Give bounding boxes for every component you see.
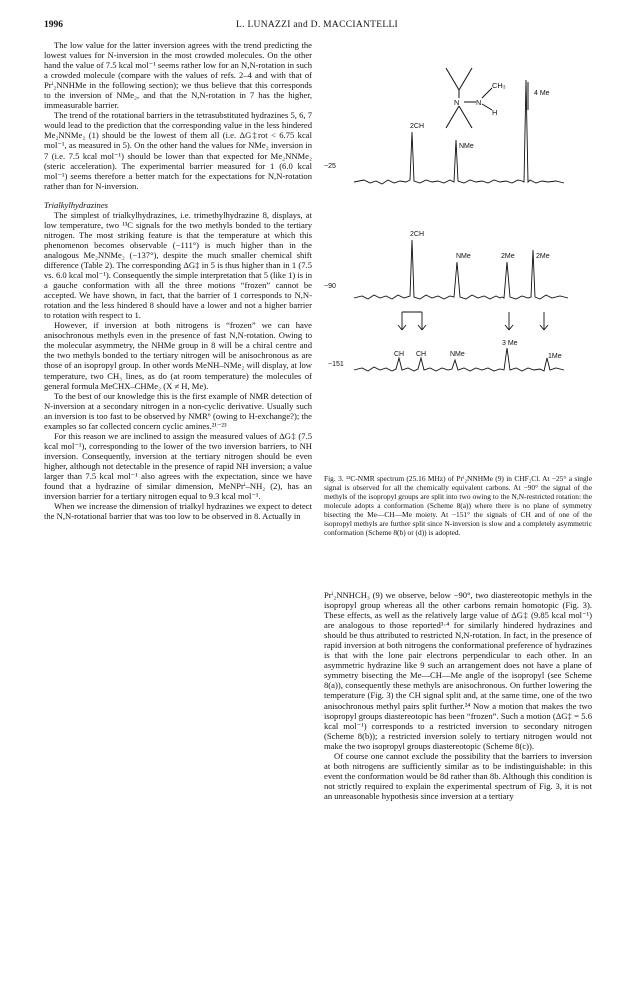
peak-label-3me: 3 Me	[502, 340, 518, 347]
peak-label-2me-b: 2Me	[536, 253, 550, 260]
figure-caption: Fig. 3. ¹³C-NMR spectrum (25.16 MHz) of Prⁱ₂NNHMe (9) in CHF₂Cl. At −25° a single signal is observed for all the chemically equivalent carbons. At −90° the signal of the methyls of the isopropyl groups are split into two owing to the N,N-restricted rotation: the molecule adopts a conformation (Scheme 8(a)) where there is no plane of symmetry bisecting the Me—CH—Me moiety. At −151° the signals of CH and of one of the isopropyl methyls are further split since N-inversion is slow and a completely asymmetric conformation (Scheme 8(b) or (d)) is adopted.	[324, 474, 592, 538]
paragraph: However, if inversion at both nitrogens is “frozen” we can have anisochronous methyls even in the presence of fast N,N-rotation. Owing to the molecular asymmetry, the NHMe group in 8 will be a chiral centre and the two methyls bonded to the tertiary nitrogen will be anisochronous as are those of an isopropyl group. In other words MeNH–NMe₂ will display, at low temperature, two CH₃ lines, as do (at room temperature) the molecules of general formula MeCHX–CHMe₂ (X ≠ H, Me).	[44, 320, 312, 391]
right-column	[324, 590, 592, 801]
paragraph: The trend of the rotational barriers in the tetrasubstituted hydrazines 5, 6, 7 would lead to the prediction that the corresponding value in the less hindered Me₂NNMe₂ (1) should be the lowest of them all (i.e. ΔG‡rot < 6.75 kcal mol⁻¹, as measured in 5). On the other hand the values for NMe₂ inversion in 7 (i.e. 7.5 kcal mol⁻¹) should be lower than that expected for Me₂NNMe₂ (steric acceleration). The experimental barrier measured for 1 (6.0 kcal mol⁻¹) seems therefore a better match for the expectations for N,N-rotation rather than for N-inversion.	[44, 110, 312, 191]
molecule-atom-n1: N	[454, 98, 460, 107]
peak-label-2ch: 2CH	[410, 123, 425, 130]
paragraph: For this reason we are inclined to assign the measured values of ΔG‡ (7.5 kcal mol⁻¹), corresponding to the lower of the two inversion barriers, to NH inversion. Consequently, inversion at the tertiary nitrogen should be even higher, although not detectable in the presence of rapid NH inversion; a value larger than 7.5 kcal mol⁻¹ also agrees with the expectation, since we have found that a hydrazine of similar dimension, MeNPrⁱ–NH₂ (2), has an inversion barrier for a tertiary nitrogen equal to 9.3 kcal mol⁻¹.	[44, 430, 312, 502]
paragraph: The low value for the latter inversion agrees with the trend predicting the lowest values for N-inversion in the most crowded molecules. On the other hand the value of 7.5 kcal mol⁻¹ seems rather low for an N,N-rotation in such a crowded molecule (compare with the values of refs. 2–4 and with that of Prⁱ₂NNHMe in the following section); we thus believe that this corresponds to the inversion of NMe₂, and that the N,N-rotation in 7 has the higher, immeasurable barrier.	[44, 40, 312, 111]
nmr-trace-minus90	[354, 240, 568, 299]
trace-temp-label: −151	[328, 361, 344, 368]
molecule-atom-h: H	[492, 108, 498, 117]
arrow-markers	[398, 312, 548, 330]
paragraph: When we increase the dimension of trialkyl hydrazines we expect to detect the N,N-rotational barrier that was too low to be observed in 8. Actually in	[44, 501, 312, 522]
peak-label-ch-b: CH	[416, 351, 427, 358]
peak-label-nme: NMe	[456, 253, 471, 260]
paragraph: The simplest of trialkylhydrazines, i.e. trimethylhydrazine 8, displays, at low temperature, two ¹³C signals for the two methyls bonded to the tertiary nitrogen. The most striking feature is that the temperature at which this phenomenon becomes observable (−111°) is much higher than in the analogous Me₂NNMe₂ (−137°), despite the much smaller chemical shift difference (Table 2). The corresponding ΔG‡ in 5 is thus higher than in 1 (7.5 vs. 6.0 kcal mol⁻¹). Consequently the simple interpretation that 5 (like 1) is in a gauche conformation with all the three motions “frozen” cannot be accepted. We have shown, in fact, that the barrier of 1 corresponds to N,N-rotation and the less hindered 8 should have a lower and not a higher barrier to rotation with respect to 1.	[44, 209, 312, 321]
molecule-atom-n2: N	[476, 98, 482, 107]
page-number: 1996	[44, 20, 63, 30]
peak-label-2me-a: 2Me	[501, 253, 515, 260]
figure-nmr-spectra	[324, 40, 592, 472]
molecule-group-ch3: CH₃	[492, 81, 506, 90]
section-heading: Trialkylhydrazines	[44, 199, 108, 210]
paragraph: Of course one cannot exclude the possibility that the barriers to inversion at both nitrogens are sufficiently similar as to be indistinguishable: in this event the conformation would be 8d rather than 8b. Although this condition is not strictly required to explain the experimental spectrum of Fig. 3, it is not an unreasonable hypothesis since inversion at a tertiary	[324, 750, 592, 801]
peak-label-4me: 4 Me	[534, 90, 550, 97]
peak-label-1me: 1Me	[548, 353, 562, 360]
paragraph: To the best of our knowledge this is the first example of NMR detection of N-inversion at a secondary nitrogen in a non-cyclic derivative. Usually such an inversion is too fast to be observed by NMR⁶ (owing to H-exchange?); the examples so far collected concern cyclic amines.²¹⁻²³	[44, 390, 312, 431]
peak-label-2ch: 2CH	[410, 231, 425, 238]
peak-label-nme: NMe	[450, 351, 465, 358]
paragraph: Prⁱ₂NNHCH₃ (9) we observe, below −90°, two diastereotopic methyls in the isopropyl group whereas all the other carbons remain homotopic (Fig. 3). These effects, as well as the relatively large value of ΔG‡ (9.85 kcal mol⁻¹) are analogous to those reported³·⁴ for similarly hindered hydrazines and should be thus attributed to restricted N,N-rotation. In fact, in the presence of rapid inversion at both nitrogens the conformational preference of hydrazines is that with the lone pair electrons perpendicular to each other. In an asymmetric hydrazine like 9 such an arrangement does not have a plane of symmetry bisecting the Me—CH—Me angle of the isopropyl (see Scheme 8(a)), consequently these methyls are anisochronous. On further lowering the temperature (Fig. 3) the CH signal split and, at the same time, one of the two anisochronous methyl pairs split further.²⁴ Now a motion that makes the two isopropyl groups diastereotopic has been “frozen”. Such a motion (ΔG‡ = 5.6 kcal mol⁻¹) corresponds to a restricted inversion to secondary nitrogen (Scheme 8(b)); a restricted inversion solely to tertiary nitrogen would not make the two isopropyl groups diastereotopic (Scheme 8(c)).	[324, 590, 592, 751]
left-column	[44, 40, 312, 521]
trace-temp-label: −25	[324, 163, 336, 170]
trace-temp-label: −90	[324, 283, 336, 290]
running-header-authors: L. LUNAZZI and D. MACCIANTELLI	[236, 20, 399, 30]
peak-label-nme: NMe	[459, 143, 474, 150]
peak-label-ch-a: CH	[394, 351, 405, 358]
nmr-spectra-drawing	[324, 40, 592, 472]
